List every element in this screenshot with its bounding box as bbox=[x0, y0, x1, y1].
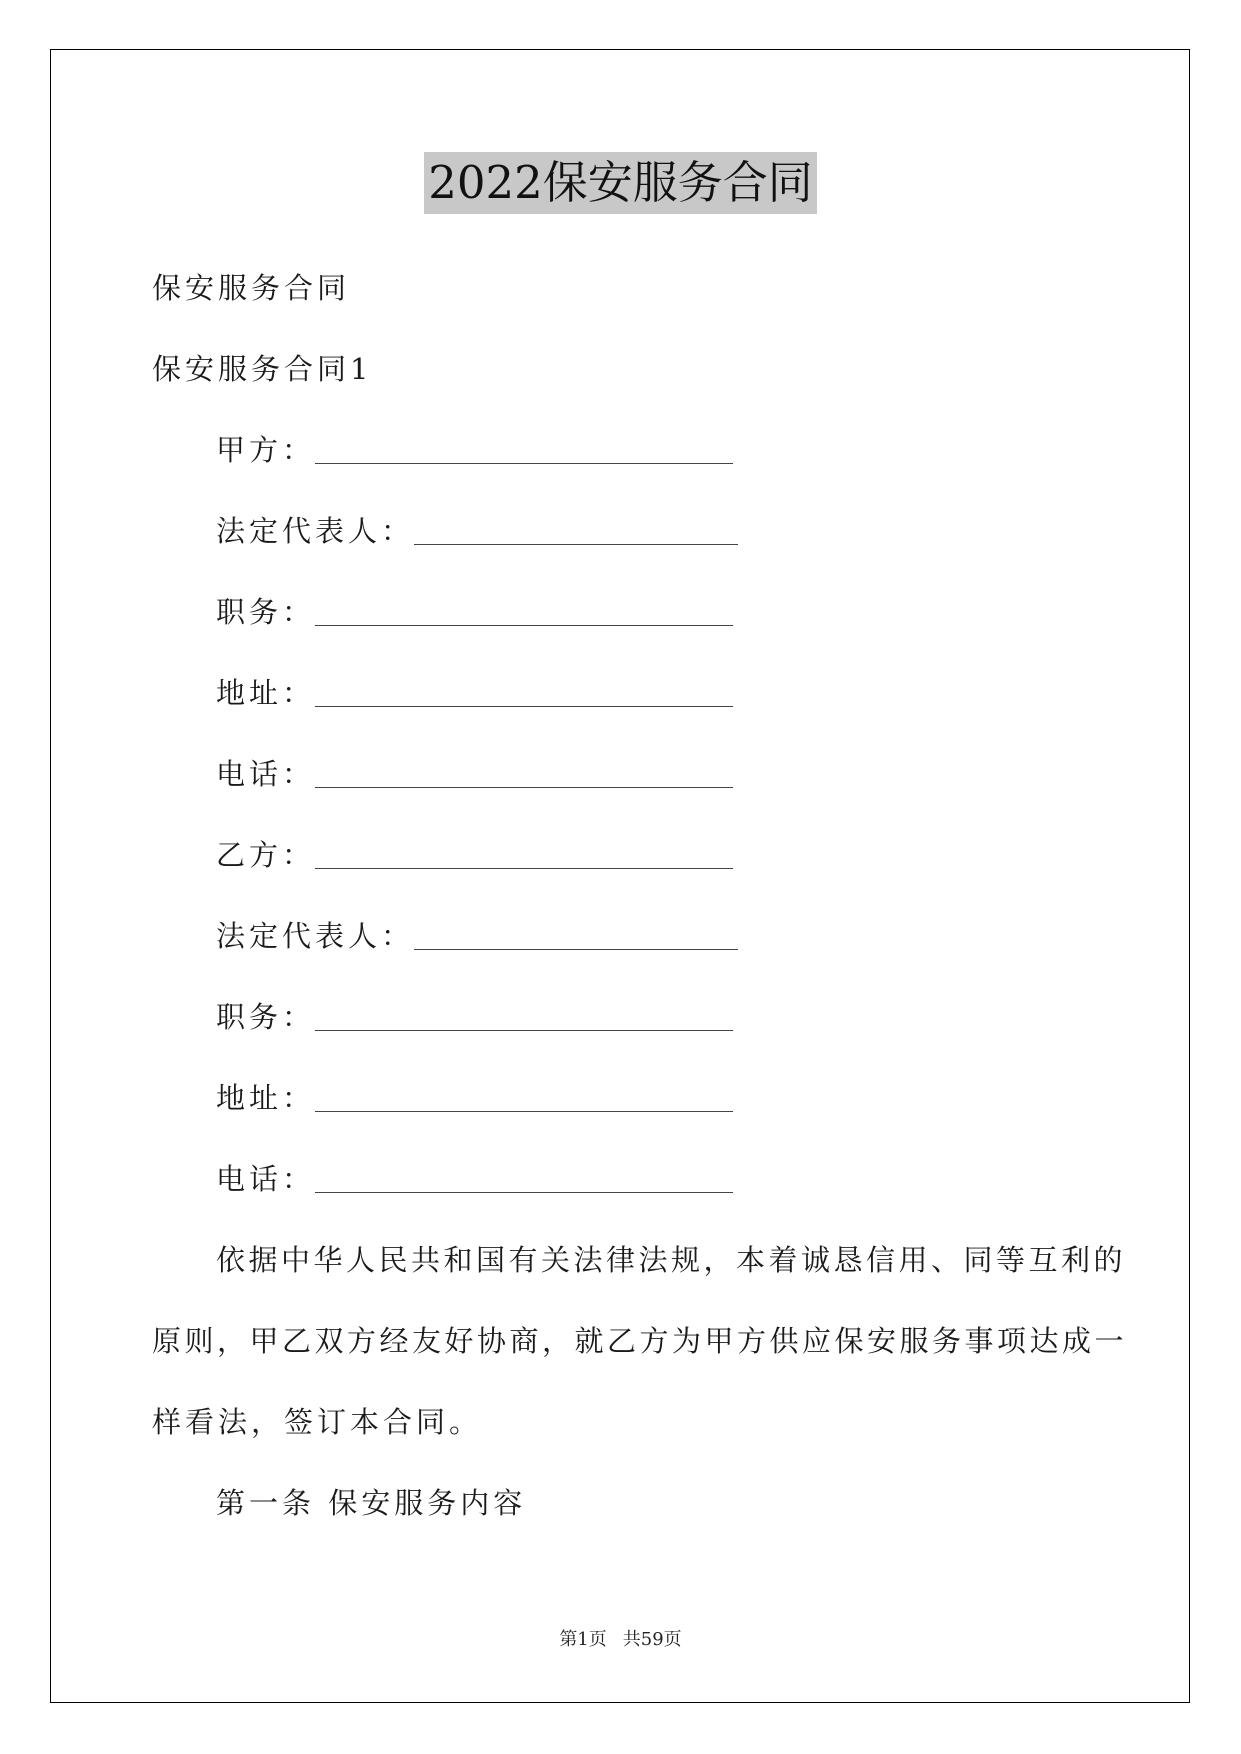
paragraph-line: 样看法，签订本合同。 bbox=[152, 1405, 483, 1439]
field-row-party-b-position bbox=[216, 997, 733, 1037]
field-label: 电话： bbox=[216, 757, 316, 791]
paragraph-line: 依据中华人民共和国有关法律法规，本着诚恳信用、同等互利的 bbox=[216, 1243, 1127, 1277]
document-subheading: 保安服务合同1 bbox=[152, 352, 373, 386]
paragraph-line: 原则，甲乙双方经友好协商，就乙方为甲方供应保安服务事项达成一 bbox=[152, 1324, 1128, 1358]
field-row-party-a-legal-rep bbox=[216, 511, 738, 551]
field-label: 乙方： bbox=[216, 838, 316, 872]
field-label: 地址： bbox=[216, 1081, 316, 1115]
field-label: 地址： bbox=[216, 676, 316, 710]
field-blank[interactable] bbox=[315, 842, 733, 869]
field-row-party-a-address bbox=[216, 673, 733, 713]
field-blank[interactable] bbox=[414, 518, 738, 545]
field-row-party-b-legal-rep bbox=[216, 916, 738, 956]
field-label: 法定代表人： bbox=[216, 514, 415, 548]
field-blank[interactable] bbox=[315, 1085, 733, 1112]
section-title: 第一条 保安服务内容 bbox=[216, 1486, 527, 1520]
field-label: 甲方： bbox=[216, 433, 316, 467]
field-label: 职务： bbox=[216, 595, 316, 629]
field-row-party-a-phone bbox=[216, 754, 733, 794]
page-total: 共59页 bbox=[622, 1629, 682, 1650]
field-row-party-b bbox=[216, 835, 733, 875]
field-label: 法定代表人： bbox=[216, 919, 415, 953]
field-label: 职务： bbox=[216, 1000, 316, 1034]
field-blank[interactable] bbox=[414, 923, 738, 950]
field-blank[interactable] bbox=[315, 680, 733, 707]
field-blank[interactable] bbox=[315, 1004, 733, 1031]
document-heading: 保安服务合同 bbox=[152, 271, 351, 305]
page-number: 第1页 bbox=[559, 1629, 607, 1650]
document-title: 2022保安服务合同 bbox=[424, 152, 817, 214]
field-row-party-b-address bbox=[216, 1078, 733, 1118]
field-row-party-a-position bbox=[216, 592, 733, 632]
field-blank[interactable] bbox=[315, 599, 733, 626]
field-label: 电话： bbox=[216, 1162, 316, 1196]
field-row-party-b-phone bbox=[216, 1159, 733, 1199]
field-blank[interactable] bbox=[315, 761, 733, 788]
page-footer bbox=[0, 1625, 1241, 1651]
field-blank[interactable] bbox=[315, 437, 733, 464]
field-blank[interactable] bbox=[315, 1166, 733, 1193]
field-row-party-a bbox=[216, 430, 733, 470]
